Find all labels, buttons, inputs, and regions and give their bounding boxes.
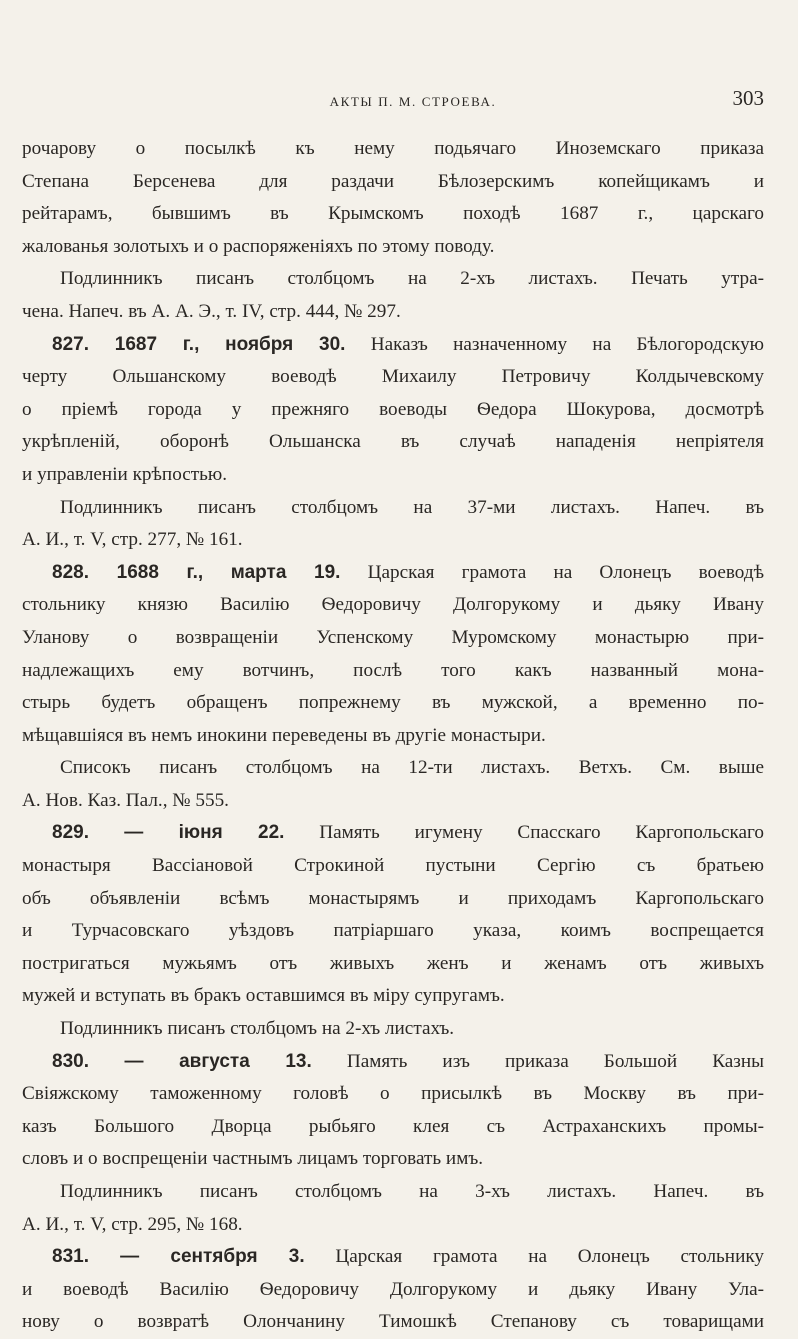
text-line: жалованья золотыхъ и о распоряженіяхъ по этому поводу.	[22, 235, 495, 257]
entry-829-text: Память игумену Спасскаго Каргопольскаго	[319, 822, 764, 844]
text-line: постригаться мужьямъ отъ живыхъ женъ и женамъ отъ живыхъ	[22, 952, 764, 974]
entry-827-text: Наказъ назначенному на Бѣлогородскую	[370, 333, 764, 355]
text-line: о пріемѣ города у прежняго воеводы Ѳедора Шокурова, досмотрѣ	[22, 398, 764, 420]
text-line: рейтарамъ, бывшимъ въ Крымскомъ походѣ 1687 г., царскаго	[22, 203, 764, 225]
entry-830-text: Память изъ приказа Большой Казны	[346, 1050, 764, 1072]
source-note-line: чена. Напеч. въ А. А. Э., т. IV, стр. 444, № 297.	[22, 300, 401, 322]
text-line: и воеводѣ Василію Ѳедоровичу Долгорукому и дьяку Ивану Ула-	[22, 1278, 764, 1300]
text-line: и управленіи крѣпостью.	[22, 463, 228, 485]
entry-828-first-line	[22, 557, 764, 590]
entry-831-heading: 831. — сентября 3.	[52, 1246, 305, 1268]
entry-830-heading: 830. — августа 13.	[52, 1050, 312, 1072]
text-line: нову о возвратѣ Олончанину Тимошкѣ Степанову съ товарищами	[22, 1311, 764, 1333]
page-header	[22, 86, 764, 116]
text-line: черту Ольшанскому воеводѣ Михаилу Петровичу Колдычевскому	[22, 366, 764, 388]
text-line: стольнику князю Василію Ѳедоровичу Долгорукому и дьяку Ивану	[22, 594, 764, 616]
entry-830-first-line	[22, 1046, 764, 1079]
text-line: Свіяжскому таможенному головѣ о присылкѣ въ Москву въ при-	[22, 1083, 764, 1105]
text-line: стырь будетъ обращенъ попрежнему въ мужской, а временно по-	[22, 692, 764, 714]
body-text	[22, 133, 764, 1339]
text-line: укрѣпленій, оборонѣ Ольшанска въ случаѣ нападенія непріятеля	[22, 431, 764, 453]
source-note-line: Подлинникъ писанъ столбцомъ на 2-хъ листахъ. Печать утра-	[60, 268, 764, 290]
entry-831-first-line	[22, 1241, 764, 1274]
entry-827-heading: 827. 1687 г., ноября 30.	[52, 333, 346, 355]
text-line: и Турчасовскаго уѣздовъ патріаршаго указа, коимъ воспрещается	[22, 920, 764, 942]
source-note-line: А. И., т. V, стр. 295, № 168.	[22, 1213, 243, 1235]
entry-828-text: Царская грамота на Олонецъ воеводѣ	[367, 561, 764, 583]
text-line: казъ Большого Дворца рыбьяго клея съ Астраханскихъ промы-	[22, 1115, 764, 1137]
source-note-line: Подлинникъ писанъ столбцомъ на 37-ми листахъ. Напеч. въ	[60, 496, 764, 518]
text-line: Уланову о возвращеніи Успенскому Муромскому монастырю при-	[22, 626, 764, 648]
text-line: надлежащихъ ему вотчинъ, послѣ того какъ названный мона-	[22, 659, 764, 681]
text-line: монастыря Вассіановой Строкиной пустыни Сергію съ братьею	[22, 855, 764, 877]
entry-829-heading: 829. — іюня 22.	[52, 822, 285, 844]
entry-829-first-line	[22, 817, 764, 850]
entry-831-text: Царская грамота на Олонецъ стольнику	[335, 1246, 764, 1268]
source-note-line: Списокъ писанъ столбцомъ на 12-ти листахъ. Ветхъ. См. выше	[60, 757, 764, 779]
text-line: рочарову о посылкѣ къ нему подьячаго Иноземскаго приказа	[22, 138, 764, 159]
running-title: АКТЫ П. М. СТРОЕВА.	[329, 94, 497, 109]
source-note-line: А. И., т. V, стр. 277, № 161.	[22, 529, 243, 551]
text-line: объ объявленіи всѣмъ монастырямъ и приходамъ Каргопольскаго	[22, 887, 764, 909]
source-note-line: А. Нов. Каз. Пал., № 555.	[22, 789, 229, 811]
entry-827-first-line	[22, 329, 764, 362]
source-note-line: Подлинникъ писанъ столбцомъ на 2-хъ листахъ.	[60, 1018, 455, 1040]
text-line: словъ и о воспрещеніи частнымъ лицамъ торговать имъ.	[22, 1148, 484, 1170]
text-line: мѣщавшіяся въ немъ инокини переведены въ другіе монастыри.	[22, 724, 546, 746]
page-number: 303	[732, 86, 764, 110]
source-note-line: Подлинникъ писанъ столбцомъ на 3-хъ листахъ. Напеч. въ	[60, 1181, 764, 1202]
entry-828-heading: 828. 1688 г., марта 19.	[52, 561, 341, 583]
text-line: мужей и вступать въ бракъ оставшимся въ міру супругамъ.	[22, 985, 505, 1007]
text-line: Степана Берсенева для раздачи Бѣлозерскимъ копейщикамъ и	[22, 170, 764, 192]
